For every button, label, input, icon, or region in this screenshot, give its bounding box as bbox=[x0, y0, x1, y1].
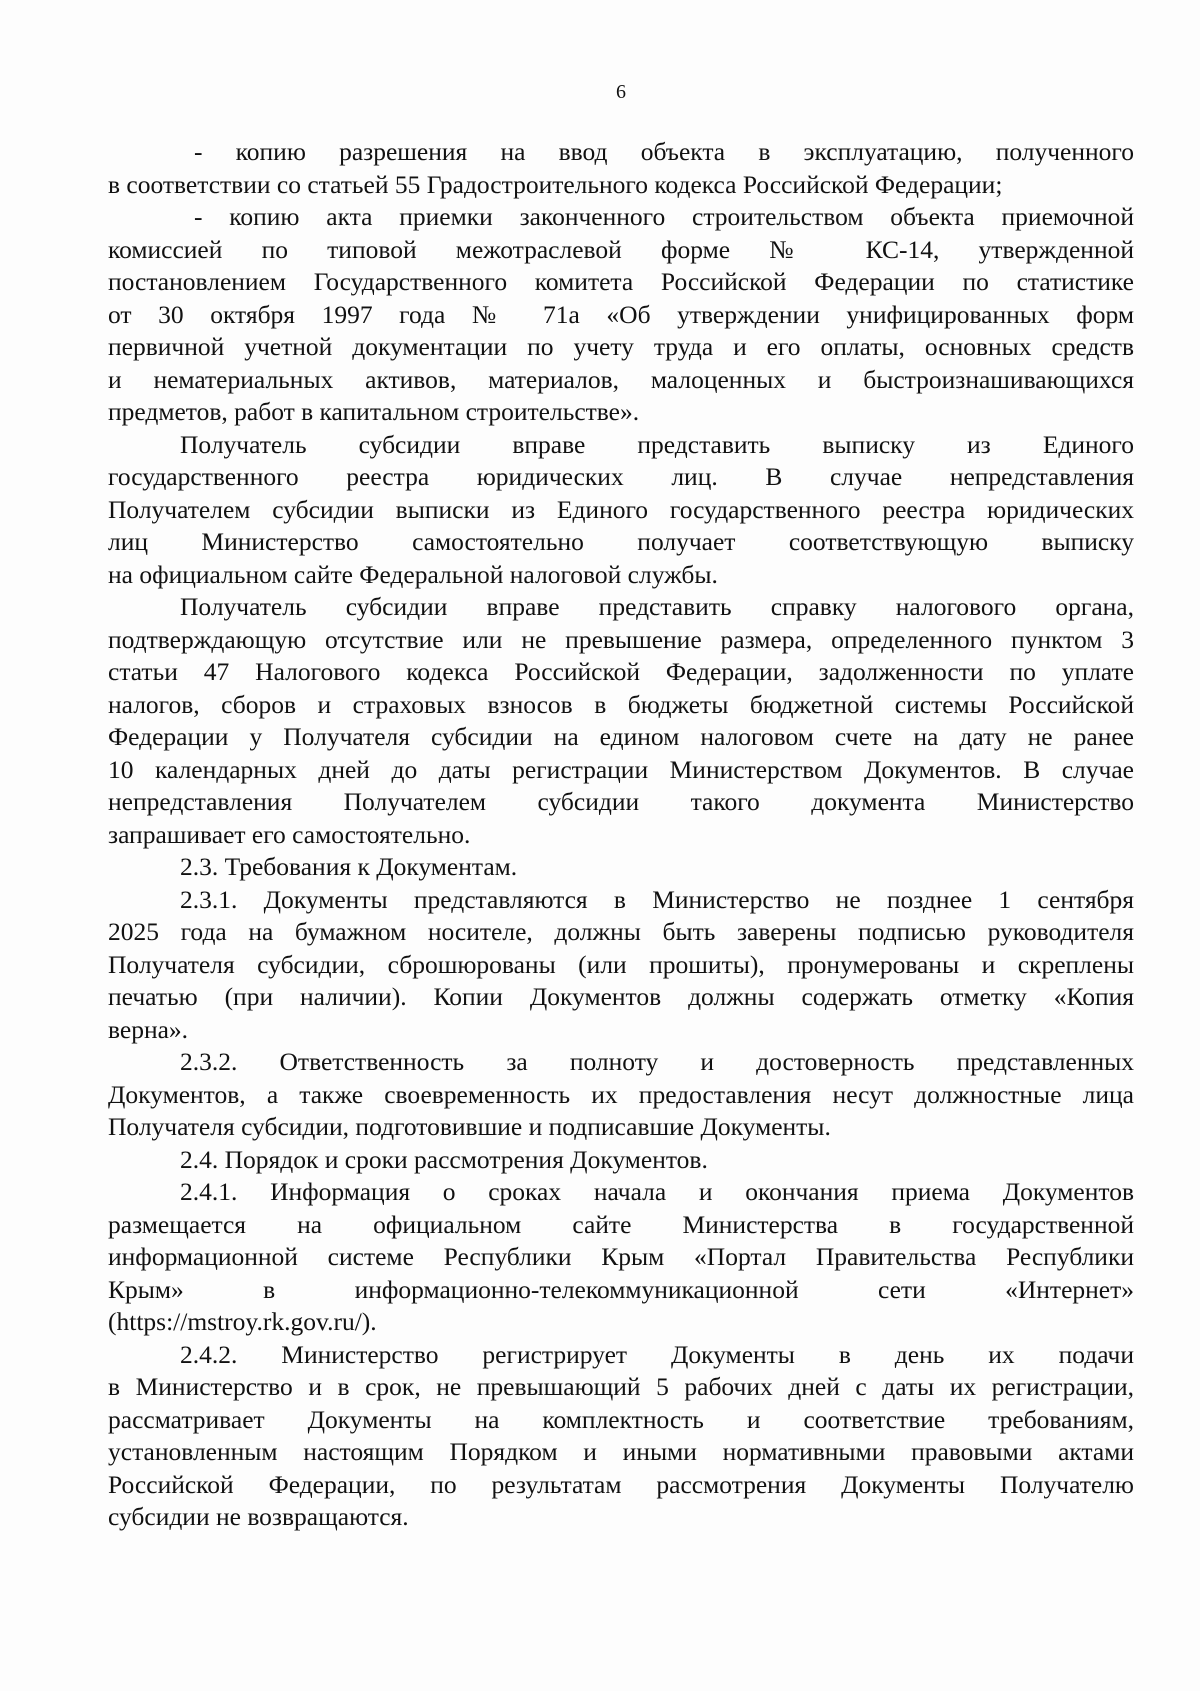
text-line: на официальном сайте Федеральной налоговой службы. bbox=[108, 559, 718, 589]
text-line: - копию разрешения на ввод объекта в эксплуатацию, полученного bbox=[194, 137, 1134, 166]
text-line: рассматривает Документы на комплектность и соответствие требованиям, bbox=[108, 1404, 1134, 1434]
text-line: подтверждающую отсутствие или не превышение размера, определенного пунктом 3 bbox=[108, 624, 1134, 654]
text-line: верна». bbox=[108, 1014, 189, 1044]
text-line: статьи 47 Налогового кодекса Российской Федерации, задолженности по уплате bbox=[108, 657, 1134, 686]
text-line: - копию акта приемки законченного строительством объекта приемочной bbox=[194, 202, 1134, 231]
text-line: в Министерство и в срок, не превышающий 5 рабочих дней с даты их регистрации, bbox=[108, 1372, 1134, 1401]
text-line: Получателем субсидии выписки из Единого государственного реестра юридических bbox=[108, 494, 1134, 524]
page-number: 6 bbox=[616, 81, 626, 103]
text-line: непредставления Получателем субсидии такого документа Министерство bbox=[108, 787, 1134, 816]
text-line: первичной учетной документации по учету труда и его оплаты, основных средств bbox=[108, 332, 1134, 361]
text-line: 2025 года на бумажном носителе, должны быть заверены подписью руководителя bbox=[108, 917, 1134, 946]
text-line: 2.3.1. Документы представляются в Министерство не позднее 1 сентября bbox=[180, 884, 1134, 914]
text-line: в соответствии со статьей 55 Градостроительного кодекса Российской Федерации; bbox=[108, 169, 1003, 199]
text-line: Получателя субсидии, сброшюрованы (или прошиты), пронумерованы и скреплены bbox=[108, 949, 1134, 979]
text-line: Документов, а также своевременность их предоставления несут должностные лица bbox=[108, 1079, 1134, 1109]
text-line: субсидии не возвращаются. bbox=[108, 1502, 409, 1531]
text-line: Крым» в информационно-телекоммуникационной сети «Интернет» bbox=[108, 1274, 1134, 1304]
text-line: 2.3.2. Ответственность за полноту и достоверность представленных bbox=[180, 1047, 1134, 1076]
text-line: Получатель субсидии вправе представить справку налогового органа, bbox=[180, 592, 1134, 621]
text-line: 2.3. Требования к Документам. bbox=[180, 852, 518, 881]
text-line: и нематериальных активов, материалов, малоценных и быстроизнашивающихся bbox=[108, 364, 1134, 394]
text-line: государственного реестра юридических лиц. В случае непредставления bbox=[108, 462, 1134, 491]
text-line: 2.4.2. Министерство регистрирует Документы в день их подачи bbox=[180, 1339, 1134, 1369]
text-line: размещается на официальном сайте Министерства в государственной bbox=[108, 1209, 1134, 1239]
text-line: Получатель субсидии вправе представить выписку из Единого bbox=[180, 429, 1134, 459]
text-line: 2.4.1. Информация о сроках начала и окончания приема Документов bbox=[180, 1177, 1134, 1206]
text-line: Российской Федерации, по результатам рассмотрения Документы Получателю bbox=[108, 1469, 1134, 1499]
text-line: предметов, работ в капитальном строительстве». bbox=[108, 397, 640, 426]
text-line: печатью (при наличии). Копии Документов должны содержать отметку «Копия bbox=[108, 982, 1134, 1011]
text-line: (https://mstroy.rk.gov.ru/). bbox=[108, 1307, 377, 1336]
text-line: налогов, сборов и страховых взносов в бюджеты бюджетной системы Российской bbox=[108, 689, 1134, 719]
text-line: установленным настоящим Порядком и иными нормативными правовыми актами bbox=[108, 1437, 1134, 1466]
text-line: лиц Министерство самостоятельно получает соответствующую выписку bbox=[108, 527, 1134, 556]
text-line: Получателя субсидии, подготовившие и подписавшие Документы. bbox=[108, 1112, 831, 1141]
text-line: постановлением Государственного комитета Российской Федерации по статистике bbox=[108, 267, 1134, 296]
text-line: 2.4. Порядок и сроки рассмотрения Документов. bbox=[180, 1144, 708, 1174]
text-line: 10 календарных дней до даты регистрации Министерством Документов. В случае bbox=[108, 754, 1134, 784]
text-line: информационной системе Республики Крым «Портал Правительства Республики bbox=[108, 1242, 1134, 1271]
document-body bbox=[108, 136, 1134, 1534]
text-line: комиссией по типовой межотраслевой форме № КС-14, утвержденной bbox=[108, 234, 1134, 264]
text-line: запрашивает его самостоятельно. bbox=[108, 819, 471, 849]
text-line: Федерации у Получателя субсидии на едином налоговом счете на дату не ранее bbox=[108, 722, 1134, 751]
text-line: от 30 октября 1997 года № 71а «Об утверждении унифицированных форм bbox=[108, 299, 1134, 329]
